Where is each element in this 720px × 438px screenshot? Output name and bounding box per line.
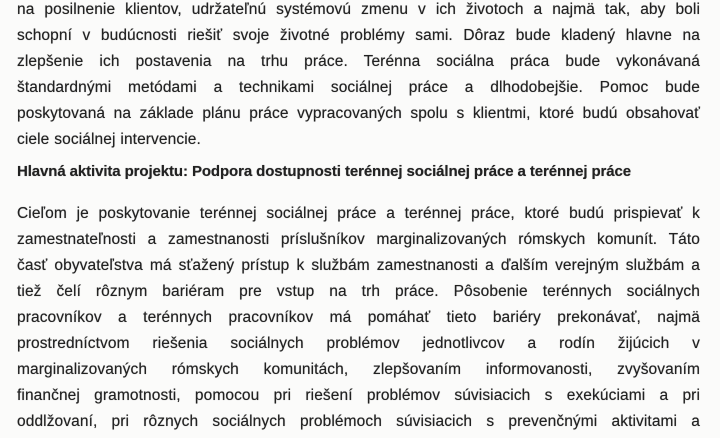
section-heading-text: Hlavná aktivita projektu: Podpora dostupnosti terénnej sociálnej práce a terénnej práce: [17, 163, 631, 180]
text-line: na posilnenie klientov, udržateľnú systémovú zmenu v ich životoch a najmä tak, aby boli: [17, 1, 700, 18]
text-line: poskytovaná na základe plánu práce vypracovaných spolu s klientmi, ktoré budú obsahovať: [17, 105, 700, 122]
text-line: marginalizovaných rómskych komunitách, zlepšovaním informovanosti, zvyšovaním: [17, 361, 700, 378]
text-line: tiež čelí rôznym bariéram pre vstup na trh práce. Pôsobenie terénnych sociálnych: [17, 283, 700, 300]
paragraph-1: [17, 0, 700, 153]
paragraph-2: [17, 201, 700, 435]
text-line: schopní v budúcnosti riešiť svoje životné problémy sami. Dôraz bude kladený hlavne na: [17, 27, 700, 44]
text-line: zamestnateľnosti a zamestnanosti príslušníkov marginalizovaných rómskych komunít. Táto: [17, 231, 700, 248]
text-line: pracovníkov a terénnych pracovníkov má pomáhať tieto bariéry prekonávať, najmä: [17, 309, 700, 326]
text-line: štandardnými metódami a technikami sociálnej práce a dlhodobejšie. Pomoc bude: [17, 79, 700, 96]
text-line: zlepšenie ich postavenia na trhu práce. Terénna sociálna práca bude vykonávaná: [17, 53, 700, 70]
text-line: prostredníctvom riešenia sociálnych problémov jednotlivcov a rodín žijúcich v: [17, 335, 700, 352]
text-line: ciele sociálnej intervencie.: [17, 131, 201, 148]
text-line: časť obyvateľstva má sťažený prístup k službám zamestnanosti a ďalším verejným službám a: [17, 257, 700, 274]
text-line: finančnej gramotnosti, pomocou pri riešení problémov súvisiacich s exekúciami a pri: [17, 387, 700, 404]
text-line: Cieľom je poskytovanie terénnej sociálnej práce a terénnej práce, ktoré budú prispievať k: [17, 205, 700, 222]
text-line: oddlžovaní, pri rôznych sociálnych problémoch súvisiacich s prevenčnými aktivitami a: [17, 413, 700, 430]
section-heading: [17, 159, 700, 185]
